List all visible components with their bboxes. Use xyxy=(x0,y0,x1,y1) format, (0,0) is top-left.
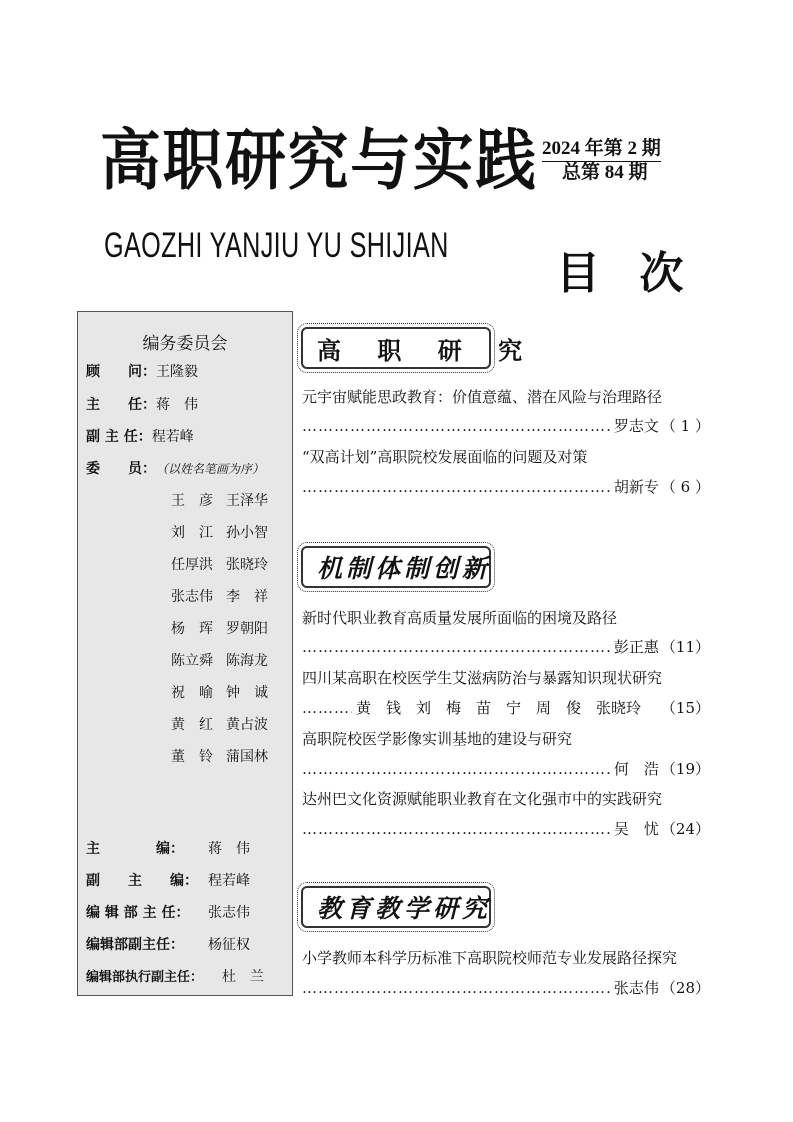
board-office-exec xyxy=(86,968,264,987)
person-name: 孙小智 xyxy=(226,525,268,541)
article-authors: 吴 忧 xyxy=(613,820,659,838)
leader-dots xyxy=(302,477,610,497)
person-name: 陈海龙 xyxy=(226,653,268,669)
article-title[interactable]: 高职院校医学影像实训基地的建设与研究 xyxy=(302,730,573,748)
article-title[interactable]: 元宇宙赋能思政教育：价值意蕴、潜在风险与治理路径 xyxy=(302,388,663,406)
person-name: 刘 江 xyxy=(171,525,213,541)
role-label: 主 编： xyxy=(86,841,184,857)
person-name: 祝 喻 xyxy=(171,685,213,701)
article-title[interactable]: 新时代职业教育高质量发展所面临的困境及路径 xyxy=(302,609,618,627)
article-authors: 张志伟 xyxy=(613,979,659,997)
article-page: （ 1 ） xyxy=(660,417,710,435)
person-name: 陈立舜 xyxy=(171,653,213,669)
article-authors: 胡新专 xyxy=(613,478,659,496)
board-members-label xyxy=(86,460,264,478)
person-name: 王 彦 xyxy=(171,493,213,509)
member-row xyxy=(171,556,281,574)
article-page: （15） xyxy=(660,699,710,717)
board-deputy-editor xyxy=(86,872,250,890)
article-authors: 何 浩 xyxy=(613,760,659,778)
person-name: 李 祥 xyxy=(226,589,268,605)
article-authors: 黄 钱 刘 梅 苗 宁 周 俊 张晓玲 xyxy=(356,699,642,717)
leader-dots xyxy=(302,759,610,779)
person-name: 蒲国林 xyxy=(226,749,268,765)
section-banner xyxy=(301,886,491,928)
board-office-deputy xyxy=(86,936,250,954)
leader-dots xyxy=(302,978,610,998)
article-authors: 罗志文 xyxy=(613,417,659,435)
member-row xyxy=(171,716,281,734)
person-name: 蒋 伟 xyxy=(208,841,250,857)
person-name: 程若峰 xyxy=(151,429,194,445)
article-page: （19） xyxy=(660,760,710,778)
leader-dots xyxy=(302,416,610,436)
article-authors: 彭正惠 xyxy=(613,638,659,656)
article-title[interactable]: 达州巴文化资源赋能职业教育在文化强市中的实践研究 xyxy=(302,790,663,808)
total-issue-number: 总第 84 期 xyxy=(562,162,648,183)
member-row xyxy=(171,524,281,542)
person-name: 蒋 伟 xyxy=(156,397,198,413)
person-name: 张志伟 xyxy=(171,589,213,605)
article-byline xyxy=(302,978,710,998)
person-name: 钟 诚 xyxy=(226,685,268,701)
person-name: 黄 红 xyxy=(171,717,213,733)
board-title: 编务委员会 xyxy=(142,334,228,354)
toc-heading: 目 次 xyxy=(556,248,696,299)
article-byline xyxy=(302,698,710,718)
board-deputy-director xyxy=(86,428,194,446)
editorial-board xyxy=(77,311,293,996)
person-name: 罗朝阳 xyxy=(226,621,268,637)
article-byline xyxy=(302,759,710,779)
article-page: （28） xyxy=(660,979,710,997)
board-office-director xyxy=(86,904,250,922)
board-advisor xyxy=(86,363,198,381)
article-title[interactable]: 四川某高职在校医学生艾滋病防治与暴露知识现状研究 xyxy=(302,669,663,687)
role-label: 委 员： xyxy=(86,461,156,477)
leader-dots xyxy=(302,637,610,657)
member-row xyxy=(171,748,281,766)
person-name: 张晓玲 xyxy=(226,557,268,573)
members-note: （以姓名笔画为序） xyxy=(156,462,265,476)
section-banner xyxy=(301,327,537,369)
person-name: 黄占波 xyxy=(226,717,268,733)
article-page: （11） xyxy=(660,638,710,656)
role-label: 主 任： xyxy=(86,397,156,413)
member-row xyxy=(171,684,281,702)
person-name: 任厚洪 xyxy=(171,557,213,573)
person-name: 杜 兰 xyxy=(222,969,264,985)
role-label: 副 主 任： xyxy=(86,429,152,445)
article-byline xyxy=(302,477,710,497)
person-name: 杨 珲 xyxy=(171,621,213,637)
article-byline xyxy=(302,416,710,436)
leader-dots xyxy=(302,698,352,718)
member-row xyxy=(171,620,281,638)
article-page: （24） xyxy=(660,820,710,838)
section-heading: 教育教学研究 xyxy=(317,894,492,923)
article-byline xyxy=(302,819,710,839)
article-page: （ 6 ） xyxy=(660,478,710,496)
issue-number: 2024 年第 2 期 xyxy=(542,138,661,162)
person-name: 董 铃 xyxy=(171,749,213,765)
role-label: 副 主 编： xyxy=(86,873,198,889)
article-title[interactable]: 小学教师本科学历标准下高职院校师范专业发展路径探究 xyxy=(302,949,678,967)
article-byline xyxy=(302,637,710,657)
member-row xyxy=(171,492,281,510)
journal-title: 高职研究与实践 xyxy=(100,122,538,199)
section-banner xyxy=(301,546,491,588)
article-title[interactable]: “双高计划”高职院校发展面临的问题及对策 xyxy=(302,448,588,466)
member-row xyxy=(171,652,281,670)
role-label: 编辑部执行副主任： xyxy=(86,970,204,985)
board-director xyxy=(86,396,198,414)
person-name: 王隆毅 xyxy=(156,364,198,380)
board-editor-in-chief xyxy=(86,840,250,858)
role-label: 编辑部副主任： xyxy=(86,937,184,953)
section-heading: 高 职 研 究 xyxy=(317,335,537,365)
role-label: 编 辑 部 主 任： xyxy=(86,905,190,921)
person-name: 王泽华 xyxy=(226,493,268,509)
role-label: 顾 问： xyxy=(86,364,156,380)
person-name: 杨征权 xyxy=(208,937,250,953)
member-row xyxy=(171,588,281,606)
issue-info xyxy=(542,138,661,184)
person-name: 程若峰 xyxy=(208,873,250,889)
leader-dots xyxy=(302,819,610,839)
person-name: 张志伟 xyxy=(208,905,250,921)
section-heading: 机制体制创新 xyxy=(317,554,492,583)
journal-pinyin-title: GAOZHI YANJIU YU SHIJIAN xyxy=(104,226,449,265)
